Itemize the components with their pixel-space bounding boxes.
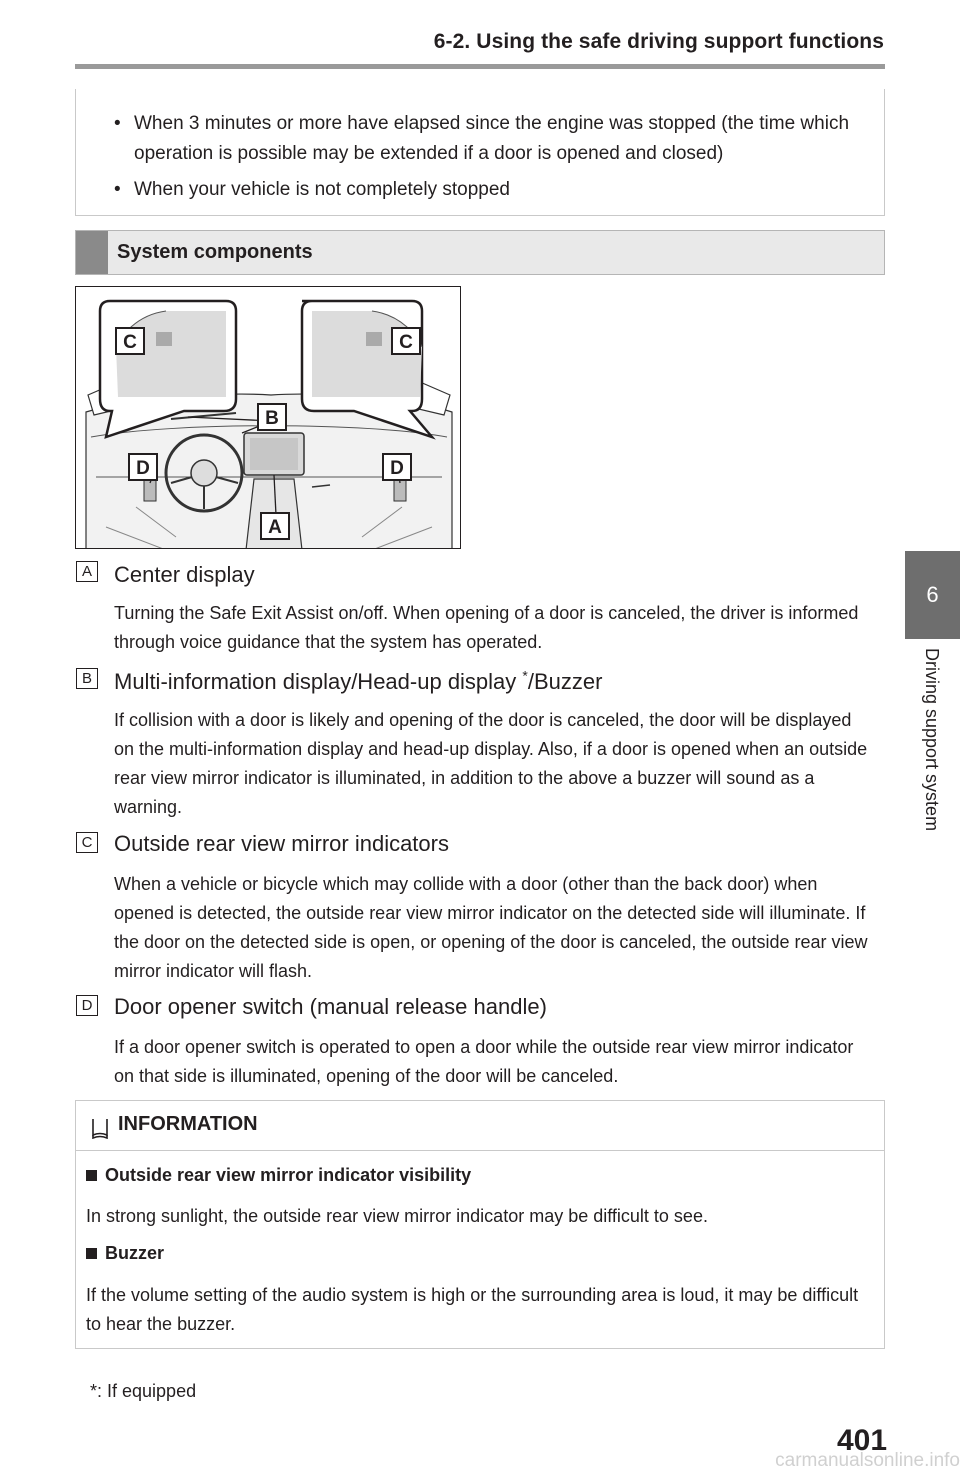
- callout-d-right: [383, 454, 411, 480]
- square-bullet-icon: [86, 1248, 97, 1259]
- bullet-text: When your vehicle is not completely stopped: [134, 179, 510, 200]
- information-header: [76, 1101, 884, 1151]
- item-title-door-opener: Door opener switch (manual release handle): [114, 994, 547, 1019]
- item-letter-b: B: [76, 668, 98, 689]
- section-header: [75, 230, 885, 275]
- item-body-center-display: Turning the Safe Exit Assist on/off. When opening of a door is canceled, the driver is informed through voice guidance that the system has operated.: [114, 603, 859, 652]
- item-body-multi-info: If collision with a door is likely and opening of the door is canceled, the door will be displayed on the multi-information display and head-up display. Also, if a door is opened when an outside rear view mirror indicator is illuminated, in addition to the above a buzzer will sound as a warning.: [114, 710, 868, 817]
- info-subheading-buzzer: [86, 1243, 164, 1264]
- item-letter-c: C: [76, 832, 98, 853]
- conditions-box: [75, 89, 885, 216]
- footnote: *: If equipped: [90, 1381, 197, 1401]
- section-title: System components: [117, 241, 313, 263]
- info-subheading-visibility-text: Outside rear view mirror indicator visibility: [105, 1165, 472, 1185]
- callout-d-right-label: D: [390, 458, 404, 479]
- bullet-text: When 3 minutes or more have elapsed since the engine was stopped (the time which operation is possible may be extended if a door is opened and closed): [134, 113, 850, 164]
- book-icon: [90, 1117, 110, 1139]
- square-bullet-icon: [86, 1170, 97, 1181]
- bullet-dot: •: [114, 113, 121, 134]
- callout-a: [261, 513, 289, 539]
- item-title-multi-info-text: Multi-information display/Head-up display: [114, 669, 517, 694]
- item-letter-d: D: [76, 995, 98, 1016]
- bullet-item: [114, 175, 854, 205]
- item-body-mirror-indicators: When a vehicle or bicycle which may collide with a door (other than the back door) when opened is detected, the outside rear view mirror indicator on the detected side will illuminate. If the door on the detected side is open, or opening of the door is canceled, the outside rear view mirror indicator will flash.: [114, 874, 868, 981]
- page-number: 401: [837, 1424, 888, 1457]
- callout-d-left-label: D: [136, 458, 150, 479]
- callout-c-left-label: C: [123, 332, 137, 353]
- callout-d-left: [129, 454, 157, 480]
- item-title-multi-info-suffix: /Buzzer: [527, 669, 603, 694]
- chapter-side-label: [922, 648, 952, 898]
- callout-b: [258, 404, 286, 430]
- callout-c-left: [116, 328, 144, 354]
- info-subheading-buzzer-text: Buzzer: [105, 1243, 165, 1263]
- page-header-title: 6-2. Using the safe driving support functions: [433, 30, 884, 53]
- bullet-item: [114, 109, 854, 169]
- chapter-tab[interactable]: 6: [905, 551, 960, 639]
- information-box: [75, 1100, 885, 1349]
- information-title: INFORMATION: [118, 1113, 258, 1135]
- header-rule: [75, 64, 885, 69]
- system-components-figure: [75, 286, 461, 549]
- info-subheading-visibility: [86, 1165, 471, 1186]
- item-title-mirror-indicators: Outside rear view mirror indicators: [114, 831, 449, 856]
- callout-c-right-label: C: [399, 332, 413, 353]
- callout-a-label: A: [268, 517, 282, 538]
- item-title-center-display: Center display: [114, 562, 255, 587]
- watermark: carmanualsonline.info: [775, 1450, 960, 1471]
- bullet-dot: •: [114, 179, 121, 200]
- dashboard-illustration: [76, 287, 461, 549]
- item-body-door-opener: If a door opener switch is operated to open a door while the outside rear view mirror indicator on that side is illuminated, opening of the door will be canceled.: [114, 1037, 854, 1086]
- callout-b-label: B: [265, 408, 279, 429]
- chapter-side-label-text: Driving support system: [922, 648, 942, 832]
- info-text-buzzer: If the volume setting of the audio system is high or the surrounding area is loud, it may be difficult to hear the buzzer.: [86, 1285, 859, 1334]
- section-accent: [76, 231, 108, 274]
- item-title-multi-info: [114, 669, 602, 695]
- info-text-visibility: In strong sunlight, the outside rear view mirror indicator may be difficult to see.: [86, 1206, 708, 1226]
- callout-c-right: [392, 328, 420, 354]
- item-letter-a: A: [76, 561, 98, 582]
- equipped-mark: *: [522, 667, 528, 684]
